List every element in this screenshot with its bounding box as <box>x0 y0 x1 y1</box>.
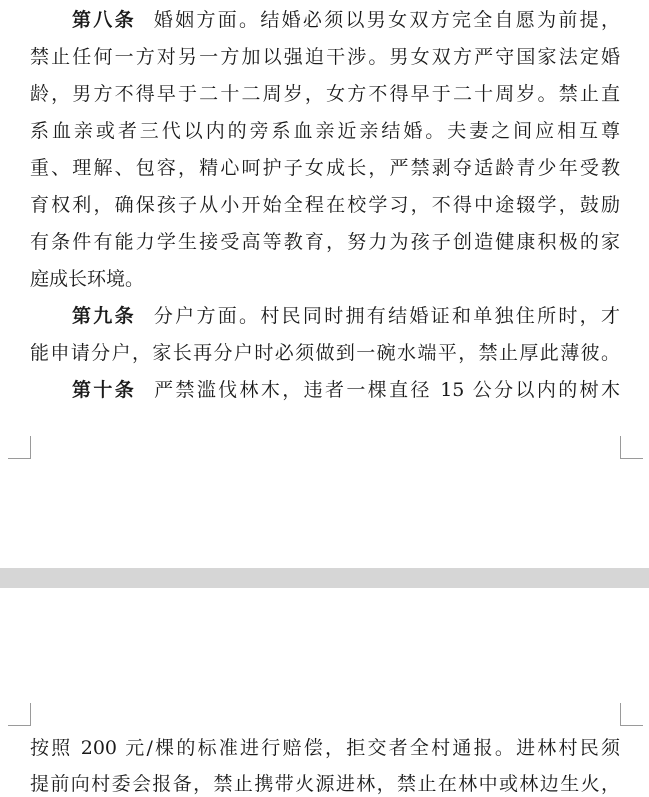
article-9-line: 能申请分户，家长再分户时必须做到一碗水端平，禁止厚此薄彼。 <box>30 342 620 364</box>
article-10-text: 严禁滥伐林木，违者一棵直径 15 公分以内的树木 <box>154 379 620 401</box>
article-10-line: 按照 200 元/棵的标准进行赔偿，拒交者全村通报。进林村民须 <box>30 737 620 759</box>
article-8-first-line <box>72 8 620 32</box>
article-8-line: 重、理解、包容，精心呵护子女成长，严禁剥夺适龄青少年受教 <box>30 157 620 179</box>
page-corner-mark <box>620 436 643 459</box>
article-10-first-line <box>72 378 620 402</box>
article-8-line: 育权利，确保孩子从小开始全程在校学习，不得中途辍学，鼓励 <box>30 194 620 216</box>
article-8-heading: 第八条 <box>72 9 136 31</box>
article-8-line: 禁止任何一方对另一方加以强迫干涉。男女双方严守国家法定婚 <box>30 46 620 68</box>
article-8-text: 婚姻方面。结婚必须以男女双方完全自愿为前提， <box>153 9 620 31</box>
article-10-heading: 第十条 <box>72 379 137 401</box>
article-8-line: 龄，男方不得早于二十二周岁，女方不得早于二十周岁。禁止直 <box>30 83 620 105</box>
article-9-heading: 第九条 <box>72 305 136 327</box>
article-8-line: 庭成长环境。 <box>30 268 145 290</box>
page-corner-mark <box>620 703 643 726</box>
document-page-bottom <box>0 588 649 797</box>
page-corner-mark <box>8 436 31 459</box>
article-8-line: 系血亲或者三代以内的旁系血亲近亲结婚。夫妻之间应相互尊 <box>30 120 620 142</box>
page-separator <box>0 568 649 588</box>
article-10-line: 提前向村委会报备，禁止携带火源进林，禁止在林中或林边生火， <box>30 773 620 795</box>
article-9-text: 分户方面。村民同时拥有结婚证和单独住所时，才 <box>153 305 620 327</box>
article-8-line: 有条件有能力学生接受高等教育，努力为孩子创造健康积极的家 <box>30 231 620 253</box>
page-corner-mark <box>8 703 31 726</box>
article-9-first-line <box>72 304 620 328</box>
